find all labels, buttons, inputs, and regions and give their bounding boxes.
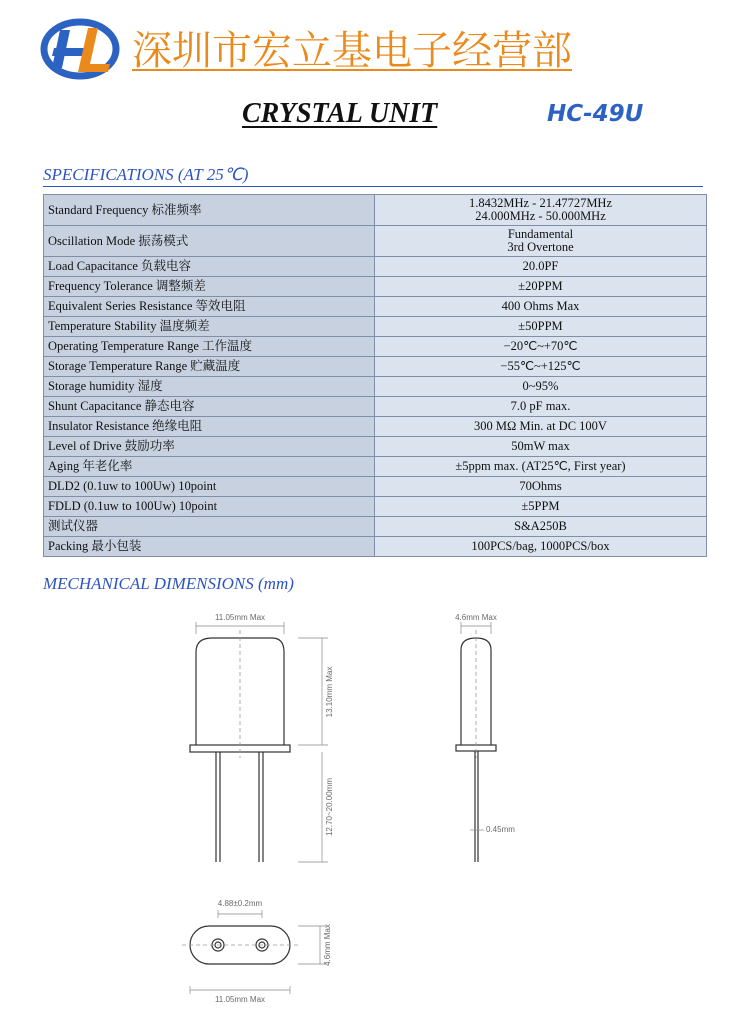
hlj-logo-icon (40, 18, 120, 80)
table-row (44, 257, 707, 277)
side-width-label: 4.6mm Max (455, 613, 497, 622)
bottom-width-label: 11.05mm Max (214, 995, 266, 1004)
spec-label: FDLD (0.1uw to 100Uw) 10point (44, 497, 375, 517)
lead-diameter-label: 0.45mm (486, 825, 515, 834)
table-row (44, 226, 707, 257)
table-row (44, 337, 707, 357)
spec-value: ±5PPM (375, 497, 707, 517)
spec-value-line: 3rd Overtone (507, 240, 574, 254)
table-row (44, 417, 707, 437)
spec-value (375, 226, 707, 257)
product-title: CRYSTAL UNIT (242, 98, 438, 129)
spec-label: Level of Drive 鼓励功率 (44, 437, 375, 457)
table-row (44, 317, 707, 337)
spec-value: 400 Ohms Max (375, 297, 707, 317)
table-row (44, 497, 707, 517)
spec-value (375, 195, 707, 226)
spec-label: Equivalent Series Resistance 等效电阻 (44, 297, 375, 317)
spec-label: 测试仪器 (44, 517, 375, 537)
front-height-label: 13.10mm Max (325, 666, 334, 718)
spec-value: ±50PPM (375, 317, 707, 337)
spec-value: −55℃~+125℃ (375, 357, 707, 377)
table-row (44, 357, 707, 377)
front-width-label: 11.05mm Max (214, 613, 266, 622)
spec-label: Standard Frequency 标准频率 (44, 195, 375, 226)
lead-length-label: 12.70~20.00mm (325, 777, 334, 837)
mechanical-drawing (0, 600, 750, 1020)
spec-label: Temperature Stability 温度频差 (44, 317, 375, 337)
spec-label: Insulator Resistance 绝缘电阻 (44, 417, 375, 437)
table-row (44, 477, 707, 497)
spec-value-line: Fundamental (507, 227, 574, 241)
spec-value-line: 1.8432MHz - 21.47727MHz (468, 196, 613, 210)
pin-spacing-label: 4.88±0.2mm (217, 899, 263, 908)
table-row (44, 457, 707, 477)
spec-label: Storage humidity 湿度 (44, 377, 375, 397)
spec-label: Aging 年老化率 (44, 457, 375, 477)
table-row (44, 377, 707, 397)
spec-value: 300 MΩ Min. at DC 100V (375, 417, 707, 437)
table-row (44, 537, 707, 557)
spec-value: 100PCS/bag, 1000PCS/box (375, 537, 707, 557)
spec-label: Shunt Capacitance 静态电容 (44, 397, 375, 417)
document-header (40, 18, 720, 88)
table-row (44, 397, 707, 417)
table-row (44, 437, 707, 457)
spec-label: DLD2 (0.1uw to 100Uw) 10point (44, 477, 375, 497)
spec-value: 70Ohms (375, 477, 707, 497)
company-name: 深圳市宏立基电子经营部 (132, 28, 572, 74)
spec-value: 7.0 pF max. (375, 397, 707, 417)
spec-label: Load Capacitance 负载电容 (44, 257, 375, 277)
mechanical-dimensions-heading: MECHANICAL DIMENSIONS (mm) (43, 574, 294, 593)
spec-label: Operating Temperature Range 工作温度 (44, 337, 375, 357)
specifications-heading: SPECIFICATIONS (AT 25℃) (43, 165, 703, 187)
spec-value: ±20PPM (375, 277, 707, 297)
spec-value: 50mW max (375, 437, 707, 457)
spec-value: ±5ppm max. (AT25℃, First year) (375, 457, 707, 477)
spec-value: 20.0PF (375, 257, 707, 277)
spec-value: 0~95% (375, 377, 707, 397)
table-row (44, 195, 707, 226)
spec-label: Oscillation Mode 振荡模式 (44, 226, 375, 257)
bottom-height-label: 4.6mm Max (323, 924, 332, 966)
spec-value-line: 24.000MHz - 50.000MHz (475, 209, 606, 223)
model-number: HC-49U (547, 101, 644, 127)
table-row (44, 277, 707, 297)
spec-label: Frequency Tolerance 调整频差 (44, 277, 375, 297)
spec-value: −20℃~+70℃ (375, 337, 707, 357)
table-row (44, 517, 707, 537)
spec-label: Storage Temperature Range 贮藏温度 (44, 357, 375, 377)
table-row (44, 297, 707, 317)
spec-label: Packing 最小包装 (44, 537, 375, 557)
specifications-table (43, 194, 707, 557)
spec-value: S&A250B (375, 517, 707, 537)
